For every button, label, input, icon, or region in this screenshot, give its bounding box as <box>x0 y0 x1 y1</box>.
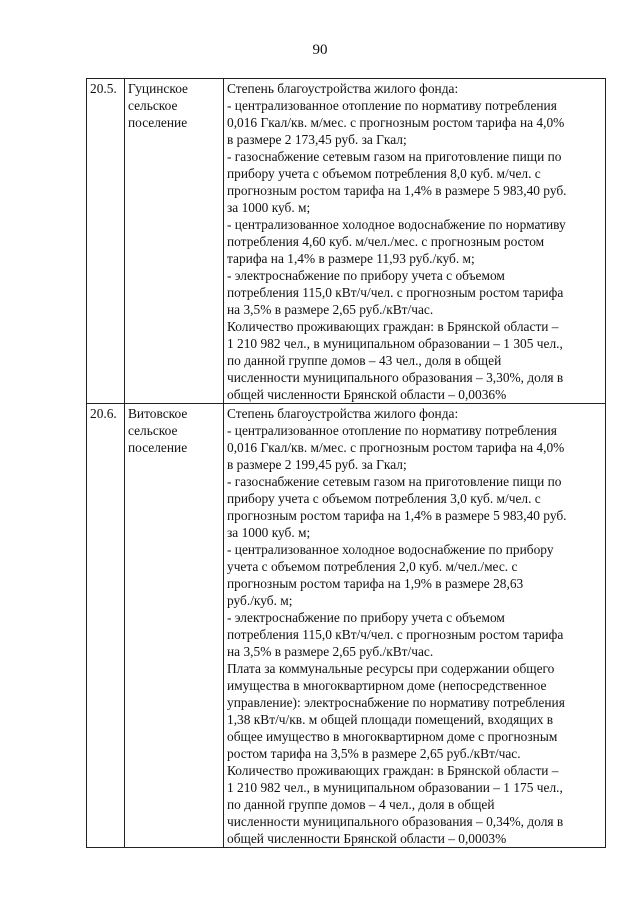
description-line: 1,38 кВт/ч/кв. м общей площади помещений, входящих в <box>227 712 554 727</box>
description-line: тарифа на 1,4% в размере 11,93 руб./куб. м; <box>227 251 475 266</box>
table-row <box>87 79 606 404</box>
description-line: - централизованное отопление по нормативу потребления <box>227 423 557 438</box>
description-line: общее имущество в многоквартирном доме с прогнозным <box>227 729 558 744</box>
row-number: 20.5. <box>87 79 125 404</box>
description-line: Степень благоустройства жилого фонда: <box>227 81 459 96</box>
description-line: - электроснабжение по прибору учета с объемом <box>227 268 505 283</box>
settlement-name <box>125 79 224 404</box>
settlement-name-line: Гуцинское <box>128 81 188 96</box>
description-line: в размере 2 173,45 руб. за Гкал; <box>227 132 407 147</box>
settlement-name-line: сельское <box>128 98 178 113</box>
description-line: ростом тарифа на 3,5% в размере 2,65 руб./кВт/час. <box>227 746 521 761</box>
description-line: Степень благоустройства жилого фонда: <box>227 406 459 421</box>
description-line: - централизованное отопление по нормативу потребления <box>227 98 557 113</box>
description-line: прибору учета с объемом потребления 8,0 куб. м/чел. с <box>227 166 541 181</box>
settlement-name <box>125 404 224 848</box>
table-row <box>87 404 606 848</box>
description-line: руб./куб. м; <box>227 593 293 608</box>
settlements-table <box>86 78 606 848</box>
description-line: в размере 2 199,45 руб. за Гкал; <box>227 457 407 472</box>
page-number: 90 <box>312 42 328 58</box>
row-number: 20.6. <box>87 404 125 848</box>
settlement-name-line: Витовское <box>128 406 188 421</box>
description-line: - централизованное холодное водоснабжение по прибору <box>227 542 554 557</box>
description-line: прогнозным ростом тарифа на 1,9% в размере 28,63 <box>227 576 524 591</box>
description-line: 0,016 Гкал/кв. м/мес. с прогнозным ростом тарифа на 4,0% <box>227 440 565 455</box>
description-line: 1 210 982 чел., в муниципальном образовании – 1 305 чел., <box>227 336 563 351</box>
description-line: Количество проживающих граждан: в Брянской области – <box>227 763 559 778</box>
description-line: по данной группе домов – 4 чел., доля в общей <box>227 797 495 812</box>
description-line: за 1000 куб. м; <box>227 525 311 540</box>
description-line: прогнозным ростом тарифа на 1,4% в размере 5 983,40 руб. <box>227 183 567 198</box>
description-line: общей численности Брянской области – 0,0003% <box>227 831 507 846</box>
description-line: по данной группе домов – 43 чел., доля в общей <box>227 353 502 368</box>
description-line: прогнозным ростом тарифа на 1,4% в размере 5 983,40 руб. <box>227 508 567 523</box>
description-line: Количество проживающих граждан: в Брянской области – <box>227 319 559 334</box>
settlement-description <box>224 404 606 848</box>
description-line: потребления 115,0 кВт/ч/чел. с прогнозным ростом тарифа <box>227 285 564 300</box>
description-line: численности муниципального образования – 0,34%, доля в <box>227 814 564 829</box>
settlement-description <box>224 79 606 404</box>
description-line: - газоснабжение сетевым газом на приготовление пищи по <box>227 149 562 164</box>
description-line: Плата за коммунальные ресурсы при содержании общего <box>227 661 555 676</box>
settlement-name-line: поселение <box>128 440 188 455</box>
description-line: учета с объемом потребления 2,0 куб. м/чел./мес. с <box>227 559 518 574</box>
settlement-name-line: сельское <box>128 423 178 438</box>
description-line: 1 210 982 чел., в муниципальном образовании – 1 175 чел., <box>227 780 563 795</box>
description-line: - централизованное холодное водоснабжение по нормативу <box>227 217 566 232</box>
description-line: - газоснабжение сетевым газом на приготовление пищи по <box>227 474 562 489</box>
description-line: на 3,5% в размере 2,65 руб./кВт/час. <box>227 644 434 659</box>
description-line: потребления 115,0 кВт/ч/чел. с прогнозным ростом тарифа <box>227 627 564 642</box>
description-line: численности муниципального образования – 3,30%, доля в <box>227 370 564 385</box>
description-line: управление): электроснабжение по нормативу потребления <box>227 695 565 710</box>
description-line: общей численности Брянской области – 0,0036% <box>227 387 507 402</box>
description-line: имущества в многоквартирном доме (непосредственное <box>227 678 547 693</box>
settlement-name-line: поселение <box>128 115 188 130</box>
description-line: за 1000 куб. м; <box>227 200 311 215</box>
description-line: - электроснабжение по прибору учета с объемом <box>227 610 505 625</box>
description-line: на 3,5% в размере 2,65 руб./кВт/час. <box>227 302 434 317</box>
description-line: потребления 4,60 куб. м/чел./мес. с прогнозным ростом <box>227 234 545 249</box>
description-line: 0,016 Гкал/кв. м/мес. с прогнозным ростом тарифа на 4,0% <box>227 115 565 130</box>
description-line: прибору учета с объемом потребления 3,0 куб. м/чел. с <box>227 491 541 506</box>
